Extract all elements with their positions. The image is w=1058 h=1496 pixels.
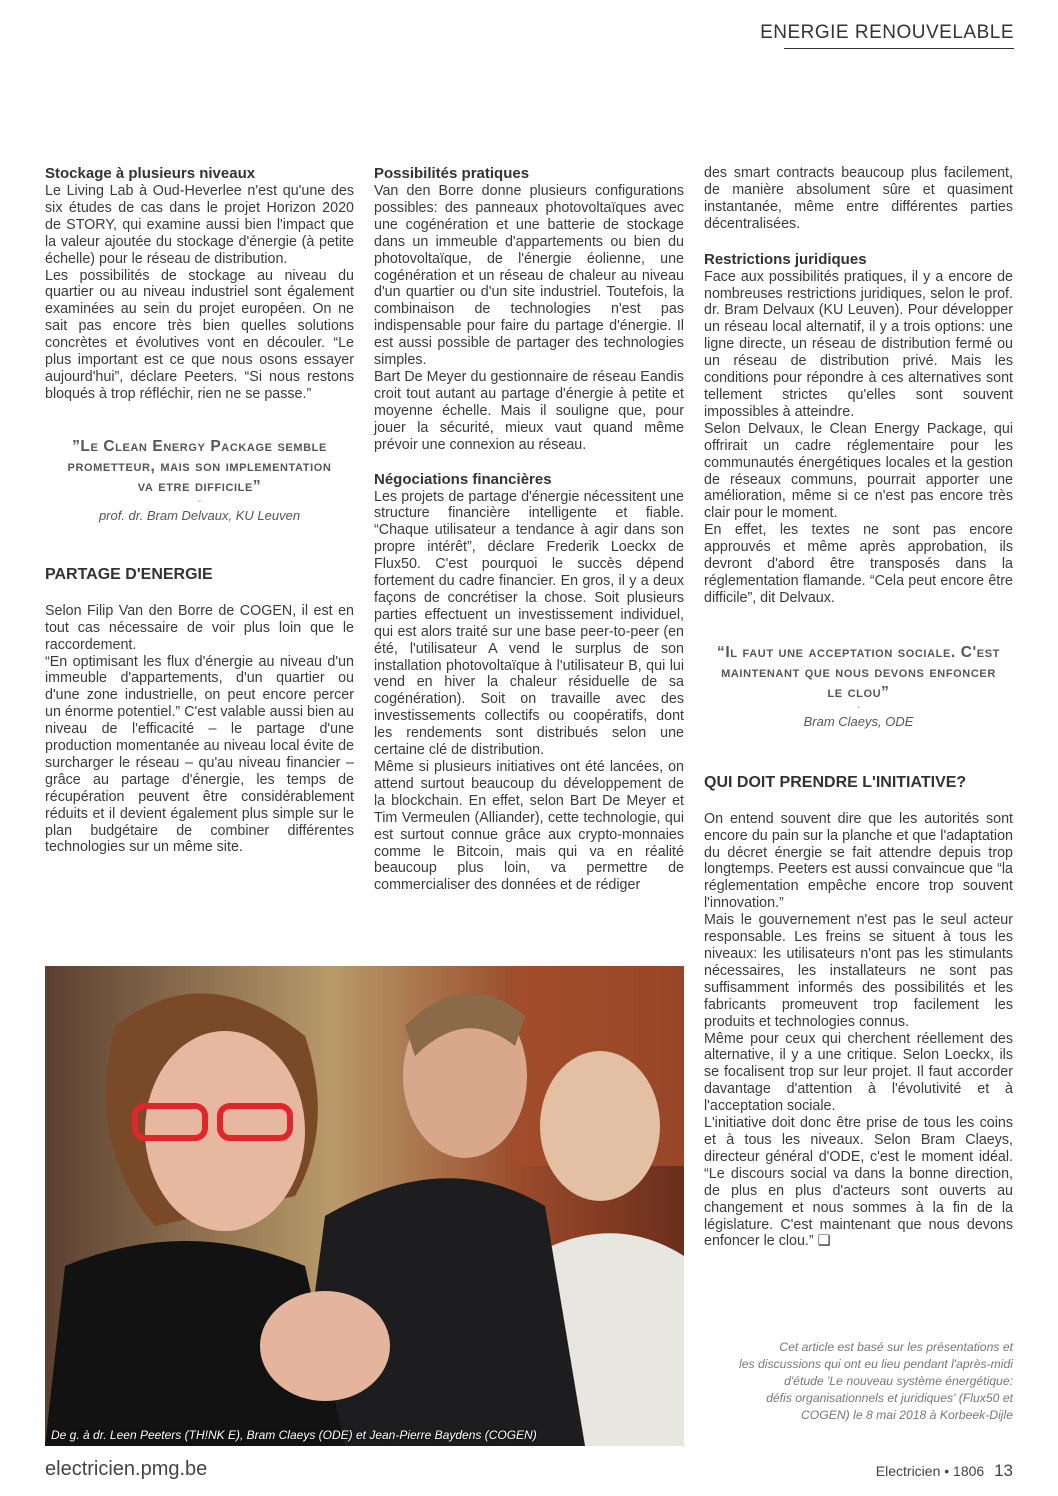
paragraph: Selon Delvaux, le Clean Energy Package, qui offrirait un cadre réglementaire pour les communautés énergétiques locales et la gestion de réseaux communs, pourrait apporter une amélioration, même si ce n'est pas encore très clair pour le moment. (704, 420, 1013, 522)
credit-line: les discussions qui ont eu lieu pendant l'après-midi (739, 1357, 1013, 1371)
credit-line: défis organisationnels et juridiques' (Flux50 et (766, 1391, 1013, 1405)
heading-partage: PARTAGE D'ENERGIE (45, 565, 213, 583)
heading-possibilites: Possibilités pratiques (374, 165, 530, 182)
section-tag: ENERGIE RENOUVELABLE (760, 22, 1014, 43)
paragraph: L'initiative doit donc être prise de tous les coins et à tous les niveaux. Selon Bram Claeys, directeur général d'ODE, c'est le moment idéal. “Le discours social va dans la bonne direction, de plus en plus d'acteurs sont ouverts au changement et nous sommes à la fin de la législature. C'est maintenant que nous devons enfoncer le clou.” ❑ (704, 1115, 1013, 1250)
column-2 (374, 165, 684, 894)
magazine-issue: Electricien • 1806 (875, 1463, 985, 1479)
quote-dash: - (197, 495, 202, 507)
paragraph: des smart contracts beaucoup plus facilement, de manière absolument sûre et quasiment instantanée, même entre différentes parties décentralisées. (704, 165, 1013, 232)
column-1 (45, 165, 354, 856)
pull-quote: “Il faut une acceptation sociale. C'est maintenant que nous devons enfoncer le clou” (717, 643, 1000, 701)
paragraph: Bart De Meyer du gestionnaire de réseau Eandis croit tout autant au partage d'énergie à petite et moyenne échelle. Mais il souligne que, pour jouer la sécurité, mieux vaut quand même prévoir une connexion au réseau. (374, 368, 684, 453)
page-footer (876, 1461, 1013, 1481)
paragraph: Les projets de partage d'énergie nécessitent une structure financière intelligente et fiable. “Chaque utilisateur a tendance à agir dans son propre intérêt”, déclare Frederik Loeckx de Flux50. C'est pourquoi le succès dépend fortement du cadre financier. En gros, il y a deux façons de concrétiser la chose. Soit plusieurs parties effectuent un investissement individuel, qui est alors traité sur une base peer-to-peer (en été, l'utilisateur A vend le surplus de son installation photovoltaïque à l'utilisateur B, qui lui vend en hiver la chaleur résiduelle de sa cogénération). Soit on travaille avec des investissements collectifs ou coopératifs, dont les rendements sont distribués selon une certaine clé de distribution. (374, 488, 684, 759)
photo-caption: De g. à dr. Leen Peeters (TH!NK E), Bram Claeys (ODE) et Jean-Pierre Baydens (COGEN) (51, 1428, 537, 1442)
section-rule (784, 48, 1014, 49)
paragraph: Même si plusieurs initiatives ont été lancées, on attend surtout beaucoup du développement de la blockchain. En effet, selon Bart De Meyer et Tim Vermeulen (Alliander), cette technologie, qui est surtout connue grâce aux crypto-monnaies comme le Bitcoin, mais qui va en réalité beaucoup plus loin, va permettre de commercialiser des données et de rédiger (374, 759, 684, 894)
photo-illustration (45, 966, 684, 1446)
paragraph: Le Living Lab à Oud-Heverlee n'est qu'une des six études de cas dans le projet Horizon 2020 de STORY, qui examine aussi bien l'impact que la valeur ajoutée du stockage d'énergie (à petite échelle) pour le réseau de distribution. (45, 183, 354, 267)
heading-negociations: Négociations financières (374, 470, 552, 488)
paragraph: Les possibilités de stockage au niveau du quartier ou au niveau industriel sont également examinées au sein du projet européen. On ne sait pas encore très bien quelles solutions concrètes et évolutives vont en découler. “Le plus important est ce que nous osons essayer aujourd'hui”, déclare Peeters. “Si nous restons bloqués à trop réfléchir, rien ne se passe.” (45, 267, 354, 402)
paragraph: “En optimisant les flux d'énergie au niveau d'un immeuble d'appartements, d'un quartier ou d'une zone industrielle, on peut encore percer un énorme potentiel.” C'est valable aussi bien au niveau de l'efficacité – le partage d'une production momentanée au niveau local évite de surcharger le réseau – qu'au niveau financier – grâce au partage d'énergie, les temps de récupération peuvent être considérablement réduits et il devient également plus simple sur le plan budgétaire de combiner différentes technologies sur un même site. (45, 653, 354, 856)
paragraph: Van den Borre donne plusieurs configurations possibles: des panneaux photovoltaïques avec une cogénération et une batterie de stockage dans un immeuble d'appartements ou bien du photovoltaïque, de l'énergie éolienne, une cogénération et un réseau de chaleur au niveau d'un quartier ou d'un site industriel. Toutefois, la combinaison de technologies n'est pas indispensable pour faire du partage d'énergie. Il est aussi possible de partager des technologies simples. (374, 183, 684, 369)
heading-restrictions: Restrictions juridiques (704, 250, 867, 268)
credit-line: Cet article est basé sur les présentations et (779, 1340, 1013, 1354)
quote-author: prof. dr. Bram Delvaux, KU Leuven (98, 507, 301, 523)
credit-line: COGEN) le 8 mai 2018 à Korbeek-Dijle (800, 1408, 1013, 1422)
paragraph: Même pour ceux qui cherchent réellement des alternative, il y a une critique. Selon Loeckx, ils se focalisent trop sur leur projet. Il faut accorder davantage d'attention à l'évolutivité et à l'acceptation sociale. (704, 1030, 1013, 1115)
quote-dash: - (856, 701, 861, 713)
paragraph: Mais le gouvernement n'est pas le seul acteur responsable. Les freins se situent à tous les niveaux: les utilisateurs n'ont pas les stimulants nécessaires, les installateurs ne sont pas suffisamment informés des possibilités et les fabricants promeuvent trop facilement les produits et technologies connus. (704, 912, 1013, 1030)
column-3 (704, 165, 1013, 1250)
paragraph: Face aux possibilités pratiques, il y a encore de nombreuses restrictions juridiques, selon le prof. dr. Bram Delvaux (KU Leuven). Pour développer un réseau local alternatif, il y a trois options: une ligne directe, un réseau de distribution fermé ou un réseau de distribution privé. Mais les conditions pour répondre à ces alternatives sont tellement strictes qu'elles sont souvent impossibles à atteindre. (704, 268, 1013, 420)
pull-quote: ”Le Clean Energy Package semble prometteur, mais son implementation va etre difficile” (67, 437, 332, 495)
credit-line: d'étude 'Le nouveau système énergétique: (784, 1374, 1013, 1388)
article-photo (45, 966, 684, 1446)
paragraph: Selon Filip Van den Borre de COGEN, il est en tout cas nécessaire de voir plus loin que le raccordement. (45, 602, 354, 653)
article-credit (713, 1339, 1013, 1424)
heading-initiative: QUI DOIT PRENDRE L'INITIATIVE? (704, 773, 967, 791)
quote-author: Bram Claeys, ODE (803, 713, 914, 729)
website-link[interactable]: electricien.pmg.be (45, 1458, 208, 1480)
page-number: 13 (994, 1461, 1013, 1480)
heading-stockage: Stockage à plusieurs niveaux (45, 165, 256, 182)
paragraph: En effet, les textes ne sont pas encore approuvés et même après approbation, ils devront d'abord être transposés dans la réglementation flamande. “Cela peut encore être difficile”, dit Delvaux. (704, 522, 1013, 606)
paragraph: On entend souvent dire que les autorités sont encore du pain sur la planche et que l'adaptation du décret énergie se fait attendre depuis trop longtemps. Peeters est aussi convaincue que “la réglementation empêche encore trop souvent l'innovation.” (704, 810, 1013, 912)
